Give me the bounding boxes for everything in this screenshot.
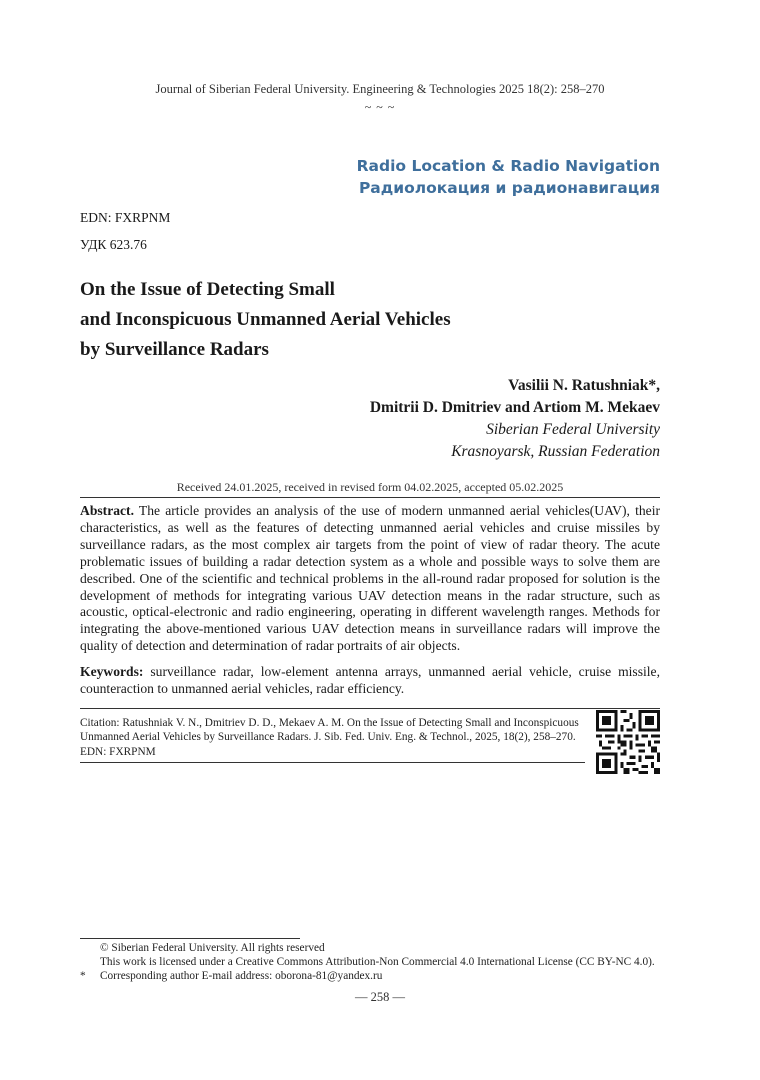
keywords-label: Keywords: <box>80 664 144 679</box>
qr-code-icon <box>596 710 660 774</box>
journal-header: Journal of Siberian Federal University. Engineering & Technologies 2025 18(2): 258–270 <box>155 82 605 96</box>
author-block <box>370 375 660 463</box>
footnote-rule <box>80 938 300 939</box>
received-dates: Received 24.01.2025, received in revised form 04.02.2025, accepted 05.02.2025 <box>176 480 564 494</box>
affiliation-location: Krasnoyarsk, Russian Federation <box>451 443 660 460</box>
citation-line-3: EDN: FXRPNM <box>80 745 156 758</box>
license-note: This work is licensed under a Creative Commons Attribution-Non Commercial 4.0 International License (CC BY-NC 4.0). <box>100 955 655 968</box>
copyright-note: © Siberian Federal University. All rights reserved <box>100 942 325 954</box>
abstract-text: The article provides an analysis of the use of modern unmanned aerial vehicles(UAV), their characteristics, as well as the features of detecting unmanned aerial vehicles and cruise missiles by surveillance radars, as the most complex air targets from the point of view of radar theory. The acute problematic issues of building a radar detection system as a whole and possible ways to solve them are described. One of the scientific and technical problems in the all-round radar proposed for solution is the development of methods for integrating various UAV detection means in the radar structure, such as acoustic, optical-electronic and radio engineering, operating in different wavelength ranges. Methods for integrating the above-mentioned various UAV detection means in surveillance radars will improve the quality of detection and determination of radar portraits of air objects. <box>80 503 660 654</box>
citation-bottom-rule <box>80 762 585 763</box>
section-title-english: Radio Location & Radio Navigation <box>356 157 660 175</box>
citation-line-2: Unmanned Aerial Vehicles by Surveillance Radars. J. Sib. Fed. Univ. Eng. & Technol., 2025, 18(2), 258–270. <box>80 731 576 744</box>
edn-code: EDN: FXRPNM <box>80 210 171 225</box>
author-line-2: Dmitrii D. Dmitriev and Artiom M. Mekaev <box>369 399 660 416</box>
abstract <box>80 503 660 655</box>
corresponding-author-email: Corresponding author E-mail address: oborona-81@yandex.ru <box>100 969 383 982</box>
udk-code: УДК 623.76 <box>80 237 147 252</box>
abstract-label: Abstract. <box>80 503 134 518</box>
corresponding-author-note <box>80 970 680 984</box>
author-line-1: Vasilii N. Ratushniak*, <box>508 377 660 394</box>
affiliation: Siberian Federal University <box>486 421 660 438</box>
title-line-1: On the Issue of Detecting Small <box>80 279 335 300</box>
title-line-2: and Inconspicuous Unmanned Aerial Vehicles <box>80 309 451 330</box>
paper-title <box>80 275 640 365</box>
citation <box>80 716 590 759</box>
citation-top-rule <box>80 708 660 709</box>
footnotes <box>80 942 680 984</box>
abstract-top-rule <box>80 497 660 498</box>
header-separator: ~ ~ ~ <box>364 100 396 114</box>
page-number: — 258 — <box>355 990 405 1004</box>
keywords-text: surveillance radar, low-element antenna arrays, unmanned aerial vehicle, cruise missile, counteraction to unmanned aerial vehicles, radar efficiency. <box>80 664 660 696</box>
keywords <box>80 664 660 698</box>
title-line-3: by Surveillance Radars <box>80 339 269 360</box>
asterisk-mark: * <box>80 969 86 982</box>
citation-line-1: Citation: Ratushniak V. N., Dmitriev D. D., Mekaev A. M. On the Issue of Detecting Small and Inconspicuous <box>80 717 579 729</box>
section-title-russian: Радиолокация и радионавигация <box>358 179 660 197</box>
